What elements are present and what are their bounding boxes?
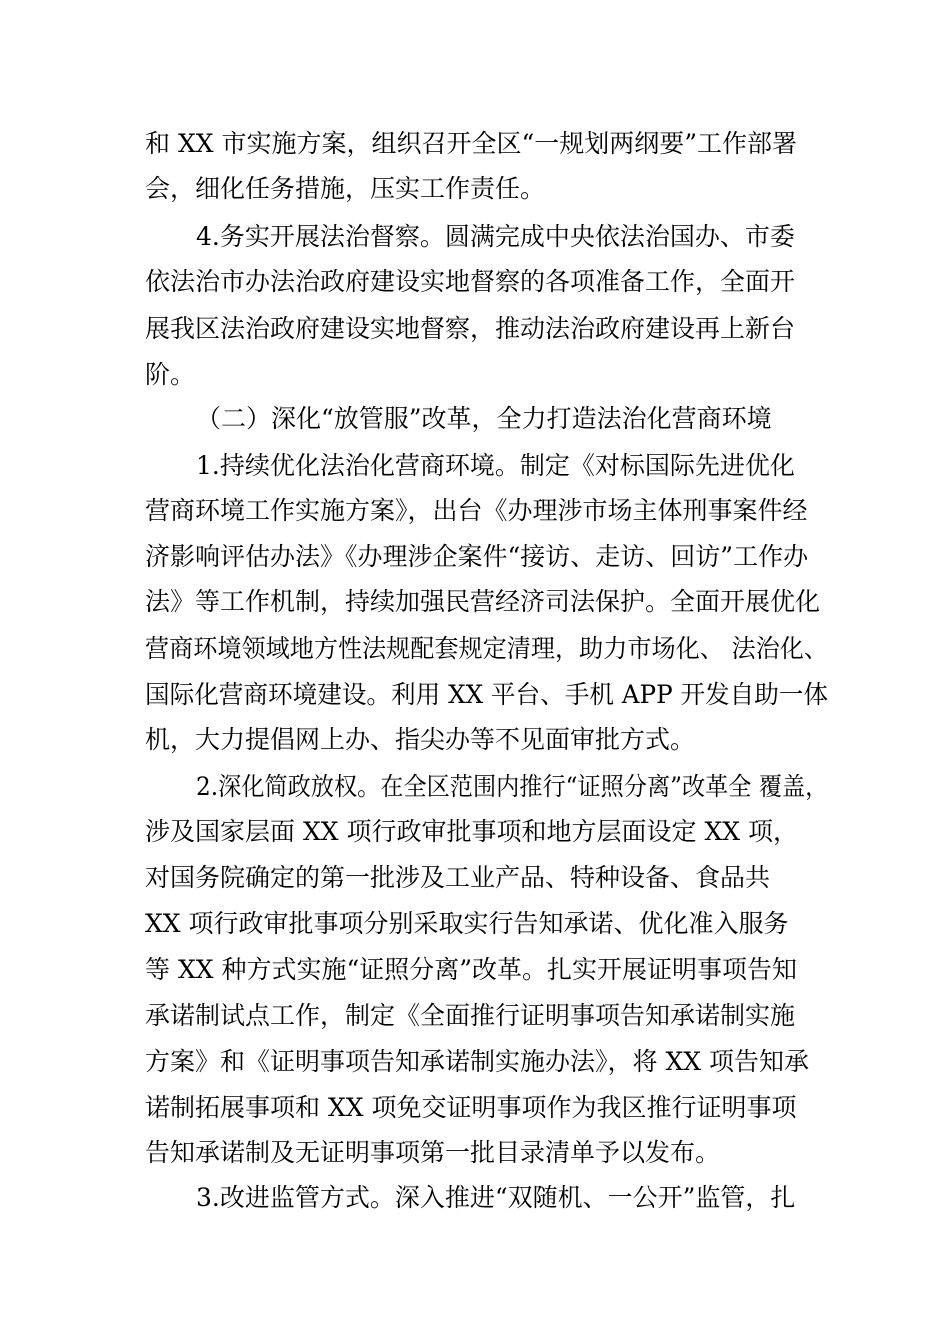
text-line: 法》等工作机制，持续加强民营经济司法保护。全面开展优化 (145, 587, 821, 616)
text-line: 会，细化任务措施，压实工作责任。 (145, 174, 546, 203)
text-line: 济影响评估办法》《办理涉企案件“接访、走访、回访”工作办 (145, 542, 809, 571)
text-line: 1.持续优化法治化营商环境。制定《对标国际先进优化 (196, 451, 795, 480)
section-heading: （二）深化“放管服”改革，全力打造法治化营商环境 (196, 404, 772, 433)
text-line: 机，大力提倡网上办、指尖办等不见面审批方式。 (145, 725, 696, 754)
text-line: 营商环境工作实施方案》，出台《办理涉市场主体刑事案件经 (145, 496, 808, 525)
text-line: 承诺制试点工作，制定《全面推行证明事项告知承诺制实施 (145, 1001, 796, 1030)
text-line: 对国务院确定的第一批涉及工业产品、特种设备、食品共 (145, 863, 771, 892)
text-line: 诺制拓展事项和 XX 项免交证明事项作为我区推行证明事项 (145, 1093, 797, 1122)
text-line: 国际化营商环境建设。利用 XX 平台、手机 APP 开发自助一体 (145, 680, 829, 709)
text-line: 4.务实开展法治督察。圆满完成中央依法治国办、市委 (196, 222, 795, 251)
text-line: 等 XX 种方式实施“证照分离”改革。扎实开展证明事项告知 (145, 955, 798, 984)
text-line: 2.深化简政放权。在全区范围内推行“证照分离”改革全 覆盖， (196, 772, 829, 801)
text-line: 告知承诺制及无证明事项第一批目录清单予以发布。 (145, 1138, 721, 1167)
text-line: 3.改进监管方式。深入推进“双随机、一公开”监管，扎 (196, 1183, 796, 1212)
text-line: 方案》和《证明事项告知承诺制实施办法》，将 XX 项告知承 (145, 1047, 809, 1076)
text-line: 营商环境领域地方性法规配套规定清理，助力市场化、 法治化、 (145, 634, 828, 663)
text-line: 展我区法治政府建设实地督察，推动法治政府建设再上新台 (145, 314, 796, 343)
text-line: 涉及国家层面 XX 项行政审批事项和地方层面设定 XX 项， (145, 817, 798, 846)
text-line: 阶。 (145, 360, 196, 389)
text-line: 和 XX 市实施方案，组织召开全区“一规划两纲要”工作部署 (145, 129, 798, 158)
text-line: XX 项行政审批事项分别采取实行告知承诺、优化准入服务 (145, 909, 789, 938)
text-line: 依法治市办法治政府建设实地督察的各项准备工作，全面开 (145, 267, 796, 296)
